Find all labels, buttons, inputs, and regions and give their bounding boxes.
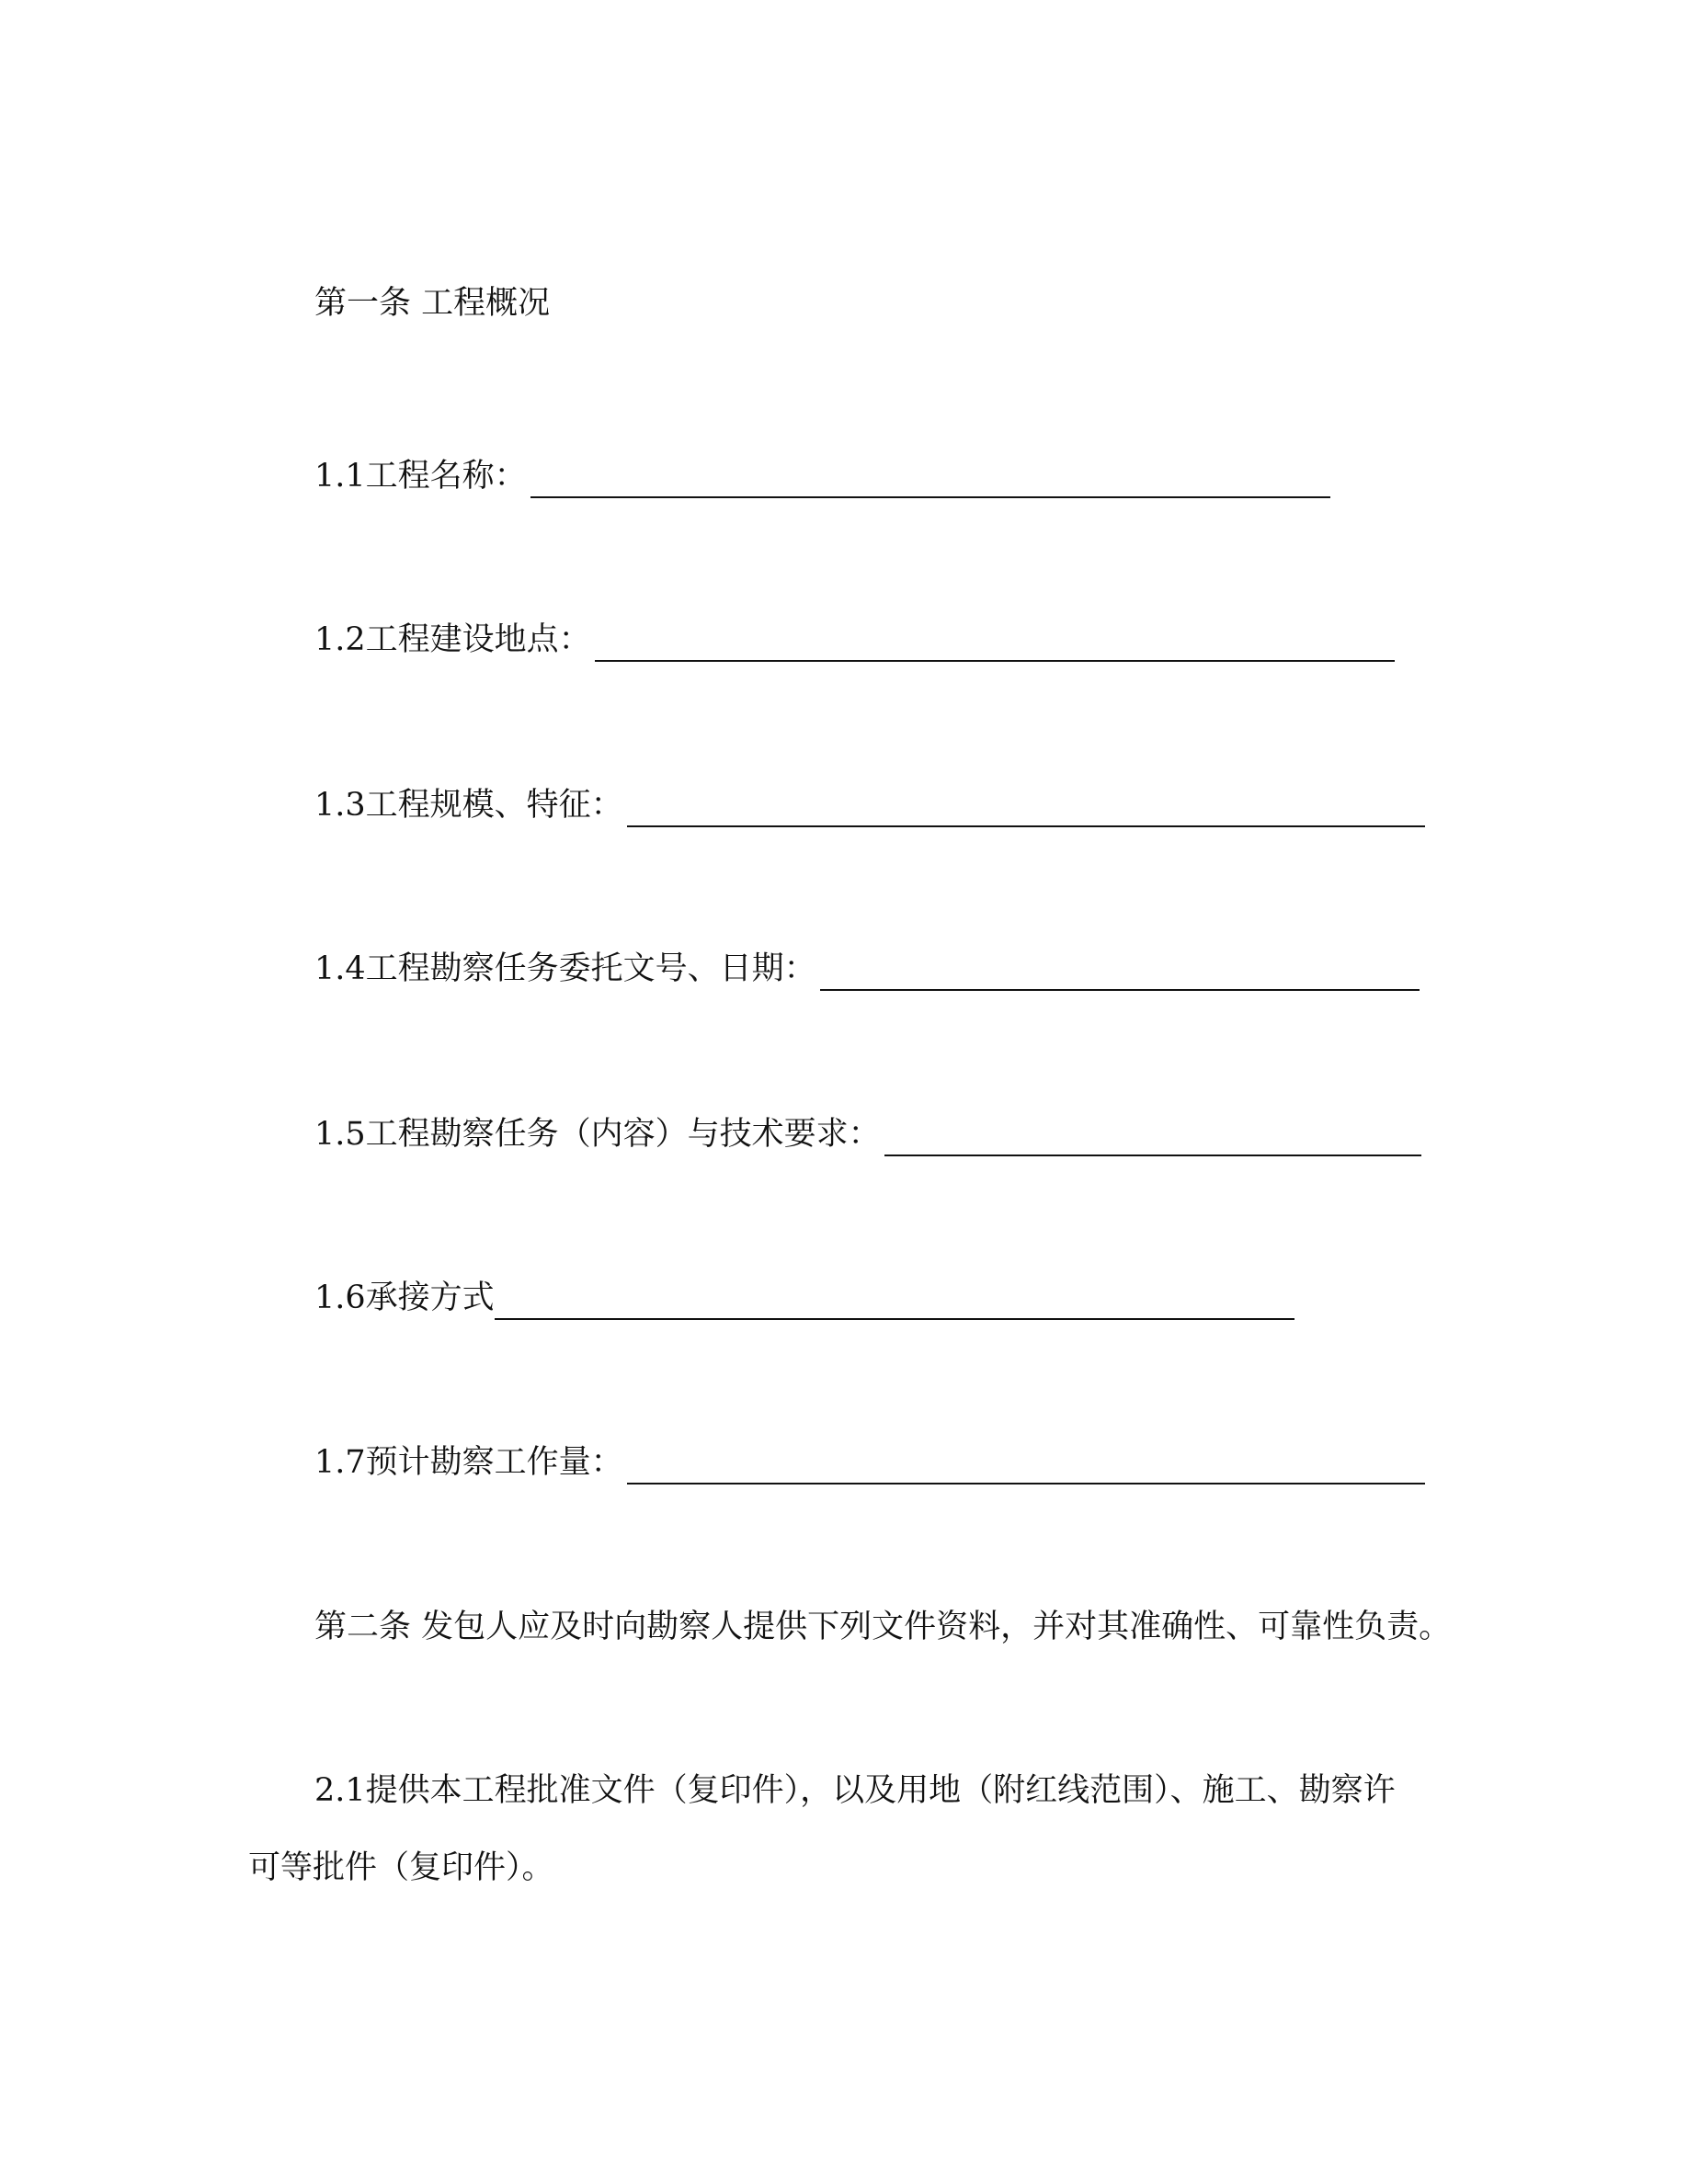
field-label: 1.4工程勘察任务委托文号、日期： (314, 950, 816, 987)
field-project-name (314, 454, 1330, 498)
field-blank-line[interactable] (884, 1121, 1421, 1156)
field-blank-line[interactable] (820, 956, 1420, 991)
field-blank-line[interactable] (595, 627, 1395, 662)
field-label: 1.6承接方式 (314, 1280, 495, 1316)
field-label: 1.1工程名称： (314, 458, 527, 495)
article-1-heading: 第一条 工程概况 (314, 285, 551, 322)
field-project-scale (314, 783, 1425, 827)
field-blank-line[interactable] (495, 1285, 1295, 1320)
field-project-location (314, 618, 1395, 662)
field-contract-method (314, 1276, 1295, 1320)
field-label: 1.5工程勘察任务（内容）与技术要求： (314, 1116, 881, 1153)
field-commission-doc (314, 947, 1420, 991)
item-2-1-line-2: 可等批件（复印件）。 (248, 1849, 554, 1886)
field-blank-line[interactable] (627, 792, 1425, 827)
article-2-heading: 第二条 发包人应及时向勘察人提供下列文件资料，并对其准确性、可靠性负责。 (314, 1609, 1452, 1645)
field-estimated-workload (314, 1440, 1425, 1484)
field-label: 1.2工程建设地点： (314, 621, 591, 658)
field-blank-line[interactable] (530, 463, 1330, 498)
field-label: 1.7预计勘察工作量： (314, 1444, 623, 1481)
field-label: 1.3工程规模、特征： (314, 787, 623, 824)
field-task-requirements (314, 1112, 1421, 1156)
item-2-1-line-1: 2.1提供本工程批准文件（复印件），以及用地（附红线范围）、施工、勘察许 (314, 1772, 1396, 1809)
field-blank-line[interactable] (627, 1450, 1425, 1484)
